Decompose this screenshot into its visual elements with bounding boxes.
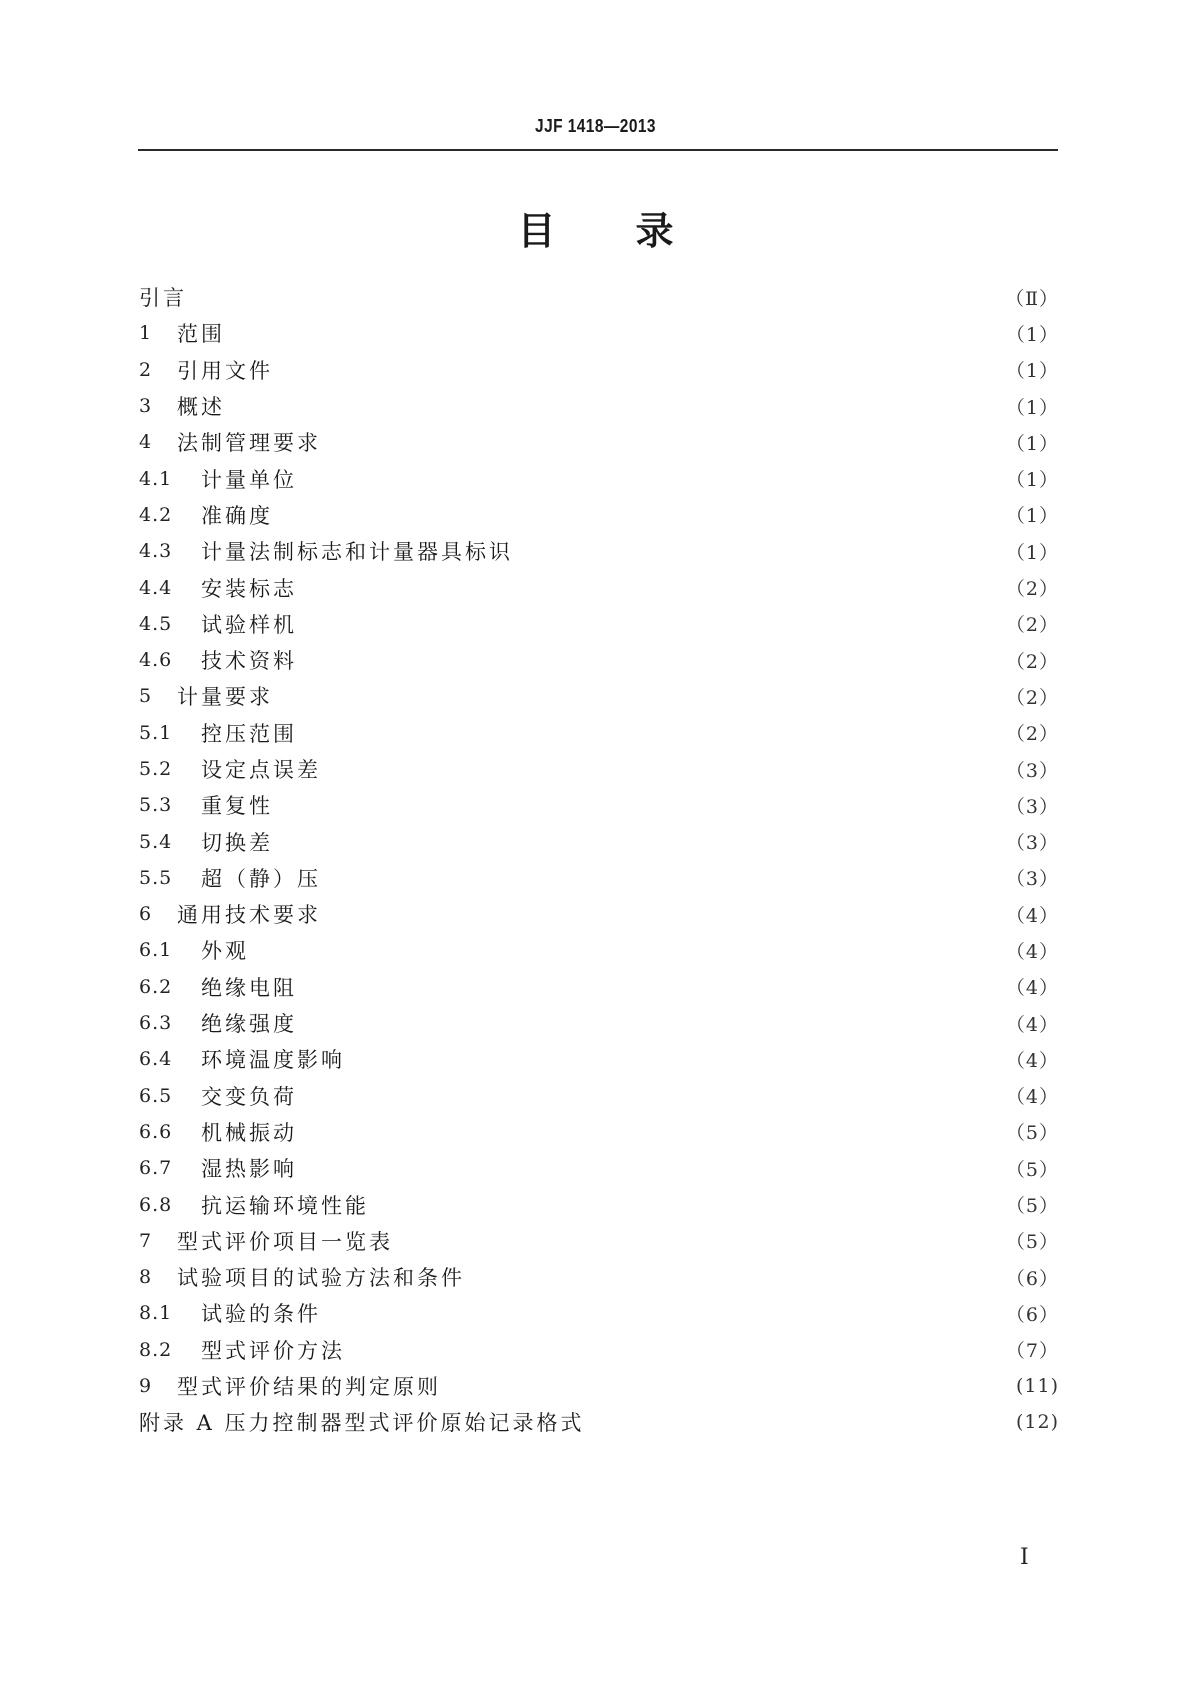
dot-leader <box>251 939 999 961</box>
toc-entry[interactable] <box>139 642 1059 678</box>
toc-entry-number: 4.6 <box>139 649 173 672</box>
toc-entry-title: 计量要求 <box>177 685 273 710</box>
toc-entry-title: 交变负荷 <box>201 1084 297 1109</box>
dot-leader <box>189 286 999 308</box>
toc-entry-page: （4） <box>1005 1049 1059 1072</box>
toc-entry-number: 5.3 <box>139 794 173 817</box>
toc-entry-title: 抗运输环境性能 <box>201 1193 369 1218</box>
toc-entry[interactable] <box>139 715 1059 751</box>
toc-entry-title: 超（静）压 <box>201 866 321 891</box>
toc-entry-page: （2） <box>1005 650 1059 673</box>
toc-entry[interactable] <box>139 860 1059 896</box>
toc-entry-page: （2） <box>1005 686 1059 709</box>
toc-entry-page: （6） <box>1005 1303 1059 1326</box>
toc-entry[interactable] <box>139 460 1059 496</box>
toc-entry-number: 7 <box>139 1229 153 1252</box>
toc-entry-page: （5） <box>1005 1158 1059 1181</box>
toc-entry-title: 试验样机 <box>201 612 297 637</box>
page-title <box>0 200 1191 255</box>
toc-entry-title: 控压范围 <box>201 721 297 746</box>
toc-entry[interactable] <box>139 1332 1059 1368</box>
toc-entry-title: 绝缘强度 <box>201 1012 297 1037</box>
toc-entry-page: （1） <box>1005 505 1059 528</box>
toc-entry-page: （4） <box>1005 904 1059 927</box>
dot-leader <box>323 867 999 889</box>
toc-entry-title: 法制管理要求 <box>177 431 321 456</box>
toc-entry[interactable] <box>139 352 1059 388</box>
toc-entry-title: 引言 <box>139 286 187 311</box>
toc-entry-number: 5.2 <box>139 758 173 780</box>
toc-entry-title: 试验的条件 <box>201 1302 321 1327</box>
toc-entry-number: 8.2 <box>139 1338 173 1361</box>
toc-entry-title: 型式评价项目一览表 <box>177 1229 393 1254</box>
toc-entry-title: 机械振动 <box>201 1120 297 1145</box>
toc-entry-title: 湿热影响 <box>201 1157 297 1182</box>
toc-entry-number: 5 <box>139 685 153 708</box>
toc-entry[interactable] <box>139 1404 1059 1440</box>
toc-entry[interactable] <box>139 1041 1059 1077</box>
toc-entry-page: （5） <box>1005 1122 1059 1145</box>
toc-entry-title: 概述 <box>177 395 225 420</box>
toc-entry[interactable] <box>139 424 1059 460</box>
toc-entry-number: 6.3 <box>139 1012 173 1035</box>
toc-entry-number: 4 <box>139 431 153 454</box>
dot-leader <box>323 903 999 925</box>
toc-entry[interactable] <box>139 388 1059 424</box>
toc-entry-number: 6.8 <box>139 1193 173 1216</box>
dot-leader <box>299 722 999 744</box>
toc-entry-page: （6） <box>1005 1267 1059 1290</box>
toc-entry-page: （4） <box>1005 977 1059 1000</box>
dot-leader <box>443 1375 999 1397</box>
toc-entry-title: 技术资料 <box>201 649 297 674</box>
dot-leader <box>587 1411 999 1433</box>
toc-entry-number: 8.1 <box>139 1302 173 1325</box>
dot-leader <box>299 1157 999 1179</box>
dot-leader <box>299 613 999 635</box>
toc-entry[interactable] <box>139 1150 1059 1186</box>
toc-entry[interactable] <box>139 569 1059 605</box>
dot-leader <box>227 322 999 344</box>
toc-entry-number: 6 <box>139 903 153 926</box>
toc-entry-page: （3） <box>1005 868 1059 891</box>
toc-entry-page: （5） <box>1005 1195 1059 1218</box>
toc-entry[interactable] <box>139 751 1059 787</box>
toc-entry-title: 重复性 <box>201 794 273 819</box>
toc-entry-number: 6.1 <box>139 939 173 962</box>
toc-entry[interactable] <box>139 533 1059 569</box>
toc-entry-page: (12) <box>1015 1411 1059 1434</box>
toc-entry[interactable] <box>139 787 1059 823</box>
toc-entry-number: 4.2 <box>139 503 173 526</box>
toc-entry-page: （1） <box>1005 541 1059 564</box>
toc-entry-number: 4.4 <box>139 576 173 599</box>
toc-entry-page: （1） <box>1005 323 1059 346</box>
toc-entry-title: 型式评价方法 <box>201 1338 345 1363</box>
toc-entry-number: 9 <box>139 1375 153 1398</box>
toc-entry[interactable] <box>139 896 1059 932</box>
toc-entry-number: 2 <box>139 358 153 381</box>
toc-entry[interactable] <box>139 497 1059 533</box>
dot-leader <box>299 1121 999 1143</box>
dot-leader <box>275 794 999 816</box>
toc-entry-page: （1） <box>1005 396 1059 419</box>
toc-entry-title: 安装标志 <box>201 576 297 601</box>
dot-leader <box>323 758 999 780</box>
toc-entry-number: 6.7 <box>139 1157 173 1180</box>
toc-entry-title: 引用文件 <box>177 358 273 383</box>
toc-entry-page: （2） <box>1005 578 1059 601</box>
toc-entry-title: 型式评价结果的判定原则 <box>177 1375 441 1400</box>
toc-entry-page: （4） <box>1005 940 1059 963</box>
toc-entry-title: 范围 <box>177 322 225 347</box>
dot-leader <box>275 685 999 707</box>
toc-entry-title: 外观 <box>201 939 249 964</box>
toc-entry[interactable] <box>139 678 1059 714</box>
toc-entry-page: （1） <box>1005 432 1059 455</box>
toc-entry-title: 计量单位 <box>201 467 297 492</box>
toc-entry-number: 4.5 <box>139 612 173 635</box>
dot-leader <box>323 431 999 453</box>
dot-leader <box>299 976 999 998</box>
toc-entry-page: （2） <box>1005 723 1059 746</box>
toc-entry-number: 6.2 <box>139 975 173 998</box>
toc-entry-page: (11) <box>1015 1375 1059 1398</box>
toc-entry[interactable] <box>139 1223 1059 1259</box>
title-char-left: 目 <box>517 209 556 253</box>
toc-entry-title: 通用技术要求 <box>177 903 321 928</box>
toc-entry[interactable] <box>139 1078 1059 1114</box>
dot-leader <box>299 468 999 490</box>
toc-entry-title: 设定点误差 <box>201 758 321 782</box>
toc-entry-number: 5.1 <box>139 721 173 744</box>
toc-entry-title: 准确度 <box>201 503 273 528</box>
toc-entry-page: （1） <box>1005 469 1059 492</box>
table-of-contents <box>139 279 1059 1441</box>
toc-entry[interactable] <box>139 606 1059 642</box>
toc-entry[interactable] <box>139 969 1059 1005</box>
toc-entry-page: （3） <box>1005 759 1059 782</box>
toc-entry-number: 4.1 <box>139 467 173 490</box>
toc-entry-number: 8 <box>139 1266 153 1289</box>
toc-entry-page: （3） <box>1005 832 1059 855</box>
dot-leader <box>299 1085 999 1107</box>
toc-entry-page: （4） <box>1005 1013 1059 1036</box>
toc-entry-number: 4.3 <box>139 540 173 563</box>
toc-entry-page: （2） <box>1005 614 1059 637</box>
toc-entry-title: 附录 A 压力控制器型式评价原始记录格式 <box>139 1411 585 1436</box>
toc-entry-number: 6.6 <box>139 1120 173 1143</box>
dot-leader <box>227 395 999 417</box>
toc-entry-page: （7） <box>1005 1340 1059 1363</box>
dot-leader <box>347 1048 999 1070</box>
dot-leader <box>467 1266 999 1288</box>
document-code-header: JJF 1418—2013 <box>535 116 656 136</box>
toc-entry-number: 1 <box>139 322 153 345</box>
dot-leader <box>299 649 999 671</box>
dot-leader <box>299 577 999 599</box>
toc-entry-number: 3 <box>139 395 153 418</box>
dot-leader <box>371 1194 999 1216</box>
toc-entry-number: 6.5 <box>139 1084 173 1107</box>
dot-leader <box>515 540 999 562</box>
toc-entry-title: 环境温度影响 <box>201 1048 345 1073</box>
toc-entry[interactable] <box>139 315 1059 351</box>
title-char-right: 录 <box>635 209 674 253</box>
toc-entry-page: （5） <box>1005 1231 1059 1254</box>
toc-entry[interactable] <box>139 1295 1059 1331</box>
toc-entry[interactable] <box>139 1368 1059 1404</box>
toc-entry-page: （1） <box>1005 360 1059 383</box>
header-divider <box>138 149 1058 151</box>
toc-entry[interactable] <box>139 1259 1059 1295</box>
toc-entry-number: 5.5 <box>139 866 173 889</box>
toc-entry[interactable] <box>139 1114 1059 1150</box>
dot-leader <box>275 831 999 853</box>
toc-entry-page: （4） <box>1005 1086 1059 1109</box>
toc-entry[interactable] <box>139 279 1059 315</box>
toc-entry[interactable] <box>139 1005 1059 1041</box>
toc-entry-page: （Ⅱ） <box>1005 287 1059 310</box>
dot-leader <box>275 504 999 526</box>
dot-leader <box>299 1012 999 1034</box>
dot-leader <box>323 1302 999 1324</box>
dot-leader <box>347 1339 999 1361</box>
toc-entry-title: 切换差 <box>201 830 273 855</box>
toc-entry[interactable] <box>139 823 1059 859</box>
toc-entry-number: 6.4 <box>139 1048 173 1071</box>
toc-entry-page: （3） <box>1005 795 1059 818</box>
toc-entry-title: 绝缘电阻 <box>201 975 297 1000</box>
toc-entry-number: 5.4 <box>139 830 173 853</box>
toc-entry[interactable] <box>139 1186 1059 1222</box>
toc-entry-title: 计量法制标志和计量器具标识 <box>201 540 513 565</box>
page-number-footer: I <box>1020 1545 1029 1570</box>
toc-entry[interactable] <box>139 932 1059 968</box>
dot-leader <box>275 359 999 381</box>
dot-leader <box>395 1230 999 1252</box>
toc-entry-title: 试验项目的试验方法和条件 <box>177 1266 465 1291</box>
